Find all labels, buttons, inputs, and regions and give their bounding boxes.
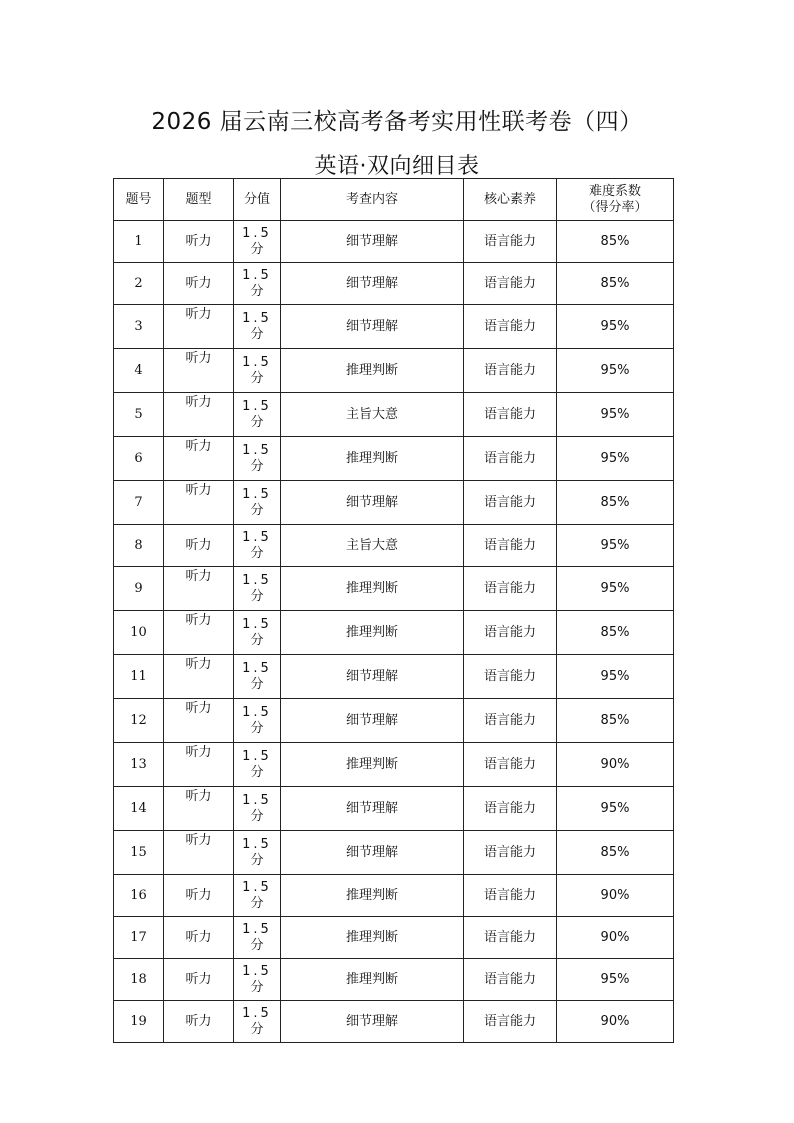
cell-score-points: 1.5	[242, 486, 272, 502]
header-score: 分值	[234, 179, 281, 221]
cell-score	[234, 831, 281, 875]
cell-core: 语言能力	[464, 481, 557, 525]
cell-type: 听力	[164, 699, 234, 743]
cell-num: 6	[114, 437, 164, 481]
cell-rate: 85%	[557, 221, 674, 263]
cell-score-unit: 分	[250, 545, 264, 561]
cell-score	[234, 917, 281, 959]
cell-score	[234, 655, 281, 699]
cell-content: 细节理解	[281, 305, 464, 349]
cell-score-points: 1.5	[242, 1005, 272, 1021]
cell-num: 3	[114, 305, 164, 349]
cell-score	[234, 481, 281, 525]
table-row	[114, 787, 674, 831]
cell-num: 5	[114, 393, 164, 437]
cell-score-points: 1.5	[242, 529, 272, 545]
cell-rate: 90%	[557, 875, 674, 917]
cell-score	[234, 349, 281, 393]
table-row	[114, 567, 674, 611]
table-row	[114, 1001, 674, 1043]
table-row	[114, 743, 674, 787]
cell-core: 语言能力	[464, 305, 557, 349]
cell-score-unit: 分	[250, 764, 264, 780]
table-row	[114, 699, 674, 743]
cell-score	[234, 221, 281, 263]
cell-type: 听力	[164, 831, 234, 875]
cell-score-points: 1.5	[242, 704, 272, 720]
header-core: 核心素养	[464, 179, 557, 221]
cell-content: 主旨大意	[281, 525, 464, 567]
cell-score-unit: 分	[250, 808, 264, 824]
cell-score-points: 1.5	[242, 836, 272, 852]
cell-score-unit: 分	[250, 632, 264, 648]
cell-type: 听力	[164, 481, 234, 525]
cell-core: 语言能力	[464, 437, 557, 481]
cell-rate: 90%	[557, 1001, 674, 1043]
cell-score-unit: 分	[250, 458, 264, 474]
cell-core: 语言能力	[464, 787, 557, 831]
cell-score-unit: 分	[250, 326, 264, 342]
cell-rate: 85%	[557, 699, 674, 743]
document-title: 2026 届云南三校高考备考实用性联考卷（四）	[151, 109, 643, 135]
cell-score-unit: 分	[250, 414, 264, 430]
table-row	[114, 611, 674, 655]
cell-content: 细节理解	[281, 1001, 464, 1043]
cell-core: 语言能力	[464, 917, 557, 959]
cell-score-points: 1.5	[242, 963, 272, 979]
cell-score-points: 1.5	[242, 792, 272, 808]
header-row	[114, 179, 674, 221]
cell-rate: 90%	[557, 743, 674, 787]
cell-type: 听力	[164, 393, 234, 437]
table-row	[114, 305, 674, 349]
cell-score-unit: 分	[250, 937, 264, 953]
cell-score-points: 1.5	[242, 748, 272, 764]
cell-score	[234, 393, 281, 437]
table-row	[114, 349, 674, 393]
header-rate-line2: （得分率）	[582, 199, 648, 215]
cell-core: 语言能力	[464, 875, 557, 917]
table-body	[114, 221, 674, 1043]
cell-score-points: 1.5	[242, 616, 272, 632]
cell-score	[234, 567, 281, 611]
cell-type: 听力	[164, 959, 234, 1001]
cell-core: 语言能力	[464, 655, 557, 699]
cell-score	[234, 437, 281, 481]
cell-num: 11	[114, 655, 164, 699]
cell-core: 语言能力	[464, 743, 557, 787]
cell-content: 推理判断	[281, 567, 464, 611]
cell-core: 语言能力	[464, 263, 557, 305]
header-type: 题型	[164, 179, 234, 221]
cell-num: 12	[114, 699, 164, 743]
cell-rate: 85%	[557, 611, 674, 655]
header-content: 考查内容	[281, 179, 464, 221]
cell-content: 细节理解	[281, 221, 464, 263]
cell-score	[234, 959, 281, 1001]
cell-score-points: 1.5	[242, 572, 272, 588]
cell-score-points: 1.5	[242, 398, 272, 414]
header-rate-line1: 难度系数	[588, 183, 641, 199]
cell-num: 9	[114, 567, 164, 611]
cell-rate: 85%	[557, 263, 674, 305]
cell-core: 语言能力	[464, 699, 557, 743]
cell-rate: 90%	[557, 917, 674, 959]
cell-rate: 85%	[557, 831, 674, 875]
cell-score-points: 1.5	[242, 310, 272, 326]
cell-score-unit: 分	[250, 720, 264, 736]
table-row	[114, 655, 674, 699]
cell-score-points: 1.5	[242, 354, 272, 370]
table-row	[114, 263, 674, 305]
cell-core: 语言能力	[464, 393, 557, 437]
cell-score-points: 1.5	[242, 921, 272, 937]
table-row	[114, 481, 674, 525]
table-row	[114, 437, 674, 481]
cell-core: 语言能力	[464, 349, 557, 393]
cell-score	[234, 699, 281, 743]
cell-rate: 95%	[557, 349, 674, 393]
cell-rate: 95%	[557, 525, 674, 567]
cell-score-points: 1.5	[242, 879, 272, 895]
cell-num: 8	[114, 525, 164, 567]
cell-rate: 95%	[557, 655, 674, 699]
table-row	[114, 525, 674, 567]
cell-content: 细节理解	[281, 263, 464, 305]
cell-score-unit: 分	[250, 979, 264, 995]
cell-num: 2	[114, 263, 164, 305]
cell-score-unit: 分	[250, 895, 264, 911]
cell-content: 细节理解	[281, 699, 464, 743]
cell-num: 18	[114, 959, 164, 1001]
header-rate	[557, 179, 674, 221]
cell-score	[234, 787, 281, 831]
table-row	[114, 831, 674, 875]
cell-type: 听力	[164, 875, 234, 917]
cell-content: 推理判断	[281, 611, 464, 655]
cell-score-unit: 分	[250, 370, 264, 386]
cell-num: 7	[114, 481, 164, 525]
cell-content: 主旨大意	[281, 393, 464, 437]
table-row	[114, 959, 674, 1001]
cell-type: 听力	[164, 743, 234, 787]
cell-core: 语言能力	[464, 1001, 557, 1043]
cell-num: 16	[114, 875, 164, 917]
cell-score-unit: 分	[250, 852, 264, 868]
cell-score	[234, 875, 281, 917]
cell-num: 10	[114, 611, 164, 655]
cell-num: 14	[114, 787, 164, 831]
cell-type: 听力	[164, 1001, 234, 1043]
table-row	[114, 393, 674, 437]
cell-rate: 95%	[557, 959, 674, 1001]
cell-type: 听力	[164, 917, 234, 959]
cell-rate: 95%	[557, 393, 674, 437]
cell-content: 推理判断	[281, 875, 464, 917]
cell-score-points: 1.5	[242, 267, 272, 283]
spec-table	[113, 178, 674, 1043]
cell-type: 听力	[164, 525, 234, 567]
cell-num: 1	[114, 221, 164, 263]
cell-score-unit: 分	[250, 676, 264, 692]
cell-type: 听力	[164, 221, 234, 263]
cell-rate: 95%	[557, 787, 674, 831]
cell-core: 语言能力	[464, 221, 557, 263]
cell-num: 19	[114, 1001, 164, 1043]
cell-type: 听力	[164, 349, 234, 393]
cell-score-unit: 分	[250, 241, 264, 257]
cell-score	[234, 1001, 281, 1043]
cell-type: 听力	[164, 263, 234, 305]
cell-score-unit: 分	[250, 502, 264, 518]
cell-content: 细节理解	[281, 655, 464, 699]
cell-type: 听力	[164, 611, 234, 655]
cell-content: 细节理解	[281, 831, 464, 875]
cell-content: 推理判断	[281, 917, 464, 959]
cell-score	[234, 611, 281, 655]
cell-score-points: 1.5	[242, 660, 272, 676]
cell-score	[234, 305, 281, 349]
cell-content: 细节理解	[281, 481, 464, 525]
cell-score-unit: 分	[250, 283, 264, 299]
cell-core: 语言能力	[464, 611, 557, 655]
cell-core: 语言能力	[464, 525, 557, 567]
cell-num: 17	[114, 917, 164, 959]
table-row	[114, 917, 674, 959]
cell-score	[234, 525, 281, 567]
header-num: 题号	[114, 179, 164, 221]
cell-score-unit: 分	[250, 1021, 264, 1037]
cell-score-unit: 分	[250, 588, 264, 604]
cell-content: 推理判断	[281, 743, 464, 787]
cell-rate: 95%	[557, 567, 674, 611]
document-subtitle: 英语·双向细目表	[314, 154, 480, 179]
cell-score	[234, 263, 281, 305]
cell-num: 15	[114, 831, 164, 875]
cell-score	[234, 743, 281, 787]
cell-score-points: 1.5	[242, 442, 272, 458]
cell-content: 推理判断	[281, 437, 464, 481]
cell-content: 推理判断	[281, 959, 464, 1001]
cell-num: 13	[114, 743, 164, 787]
cell-content: 细节理解	[281, 787, 464, 831]
cell-core: 语言能力	[464, 567, 557, 611]
table-row	[114, 221, 674, 263]
cell-rate: 95%	[557, 437, 674, 481]
cell-core: 语言能力	[464, 959, 557, 1001]
cell-rate: 95%	[557, 305, 674, 349]
cell-type: 听力	[164, 305, 234, 349]
cell-rate: 85%	[557, 481, 674, 525]
table-row	[114, 875, 674, 917]
cell-num: 4	[114, 349, 164, 393]
cell-type: 听力	[164, 437, 234, 481]
cell-content: 推理判断	[281, 349, 464, 393]
cell-type: 听力	[164, 787, 234, 831]
cell-type: 听力	[164, 567, 234, 611]
cell-score-points: 1.5	[242, 225, 272, 241]
cell-core: 语言能力	[464, 831, 557, 875]
table-header	[114, 179, 674, 221]
cell-type: 听力	[164, 655, 234, 699]
